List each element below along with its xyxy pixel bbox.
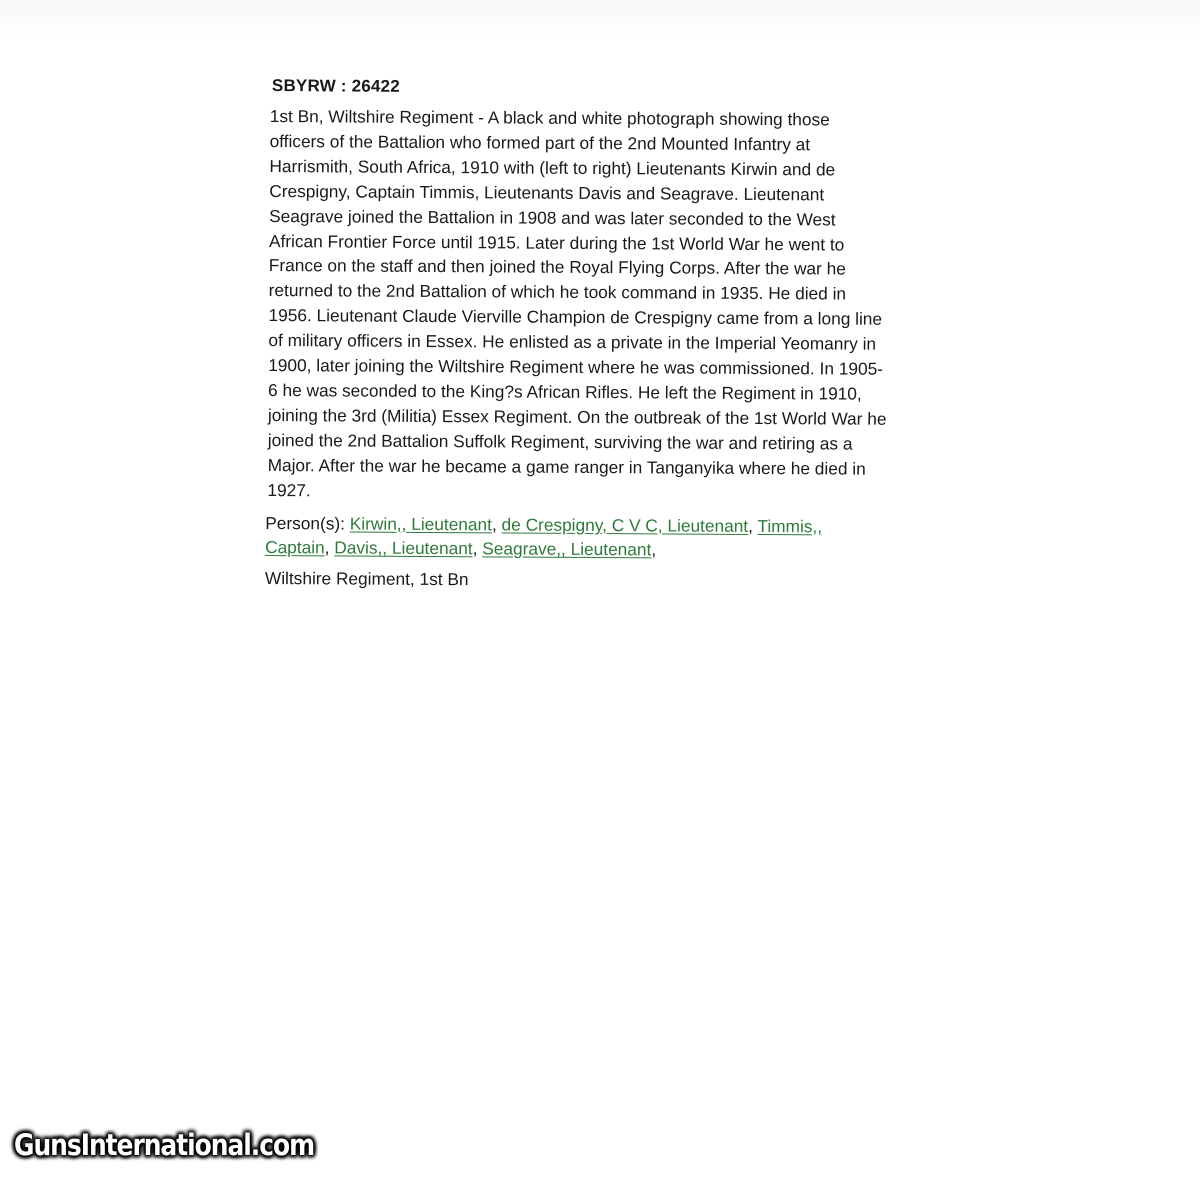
description-line: Crespigny, Captain Timmis, Lieutenants Davis and Seagrave. Lieutenant — [269, 180, 825, 205]
description-line: 1900, later joining the Wiltshire Regiment where he was commissioned. In 1905- — [268, 355, 884, 379]
description-line: 1956. Lieutenant Claude Vierville Champion de Crespigny came from a long line — [268, 305, 883, 330]
description-line: African Frontier Force until 1915. Later during the 1st World War he went to — [268, 230, 845, 255]
description-line: returned to the 2nd Battalion of which he took command in 1935. He died in — [268, 280, 847, 304]
person-link-de-crespigny[interactable]: de Crespigny, C V C, Lieutenant — [501, 513, 749, 536]
description-line: joined the 2nd Battalion Suffolk Regiment, surviving the war and retiring as a — [267, 429, 853, 454]
description-line: 1927. — [267, 479, 311, 500]
description — [267, 104, 977, 507]
description-line: 1st Bn, Wiltshire Regiment - A black and white photograph showing those — [269, 106, 830, 130]
description-line: Harrismith, South Africa, 1910 with (left to right) Lieutenants Kirwin and de — [269, 155, 836, 180]
reference-number: SBYRW : 26422 — [271, 76, 400, 96]
person-link-timmis-rank[interactable]: Captain — [265, 536, 325, 558]
gunsinternational-watermark: GunsInternational.com — [14, 1128, 315, 1162]
archive-record — [265, 76, 978, 594]
persons-line: Person(s): Kirwin,, Lieutenant, de Crespigny, C V C, Lieutenant, Timmis,, — [265, 512, 823, 536]
persons-list — [265, 510, 975, 563]
description-line: Major. After the war he became a game ranger in Tanganyika where he died in — [267, 454, 866, 479]
persons-label: Person(s): — [265, 512, 346, 533]
description-line: 6 he was seconded to the King?s African Rifles. He left the Regiment in 1910, — [268, 379, 862, 404]
description-line: France on the staff and then joined the Royal Flying Corps. After the war he — [268, 255, 846, 279]
person-link-seagrave[interactable]: Seagrave,, Lieutenant — [482, 538, 652, 560]
description-line: joining the 3rd (Militia) Essex Regiment. On the outbreak of the 1st World War he — [267, 404, 887, 429]
description-line: of military officers in Essex. He enlisted as a private in the Imperial Yeomanry in — [268, 330, 877, 354]
person-link-davis[interactable]: Davis,, Lieutenant — [334, 537, 473, 559]
person-link-timmis[interactable]: Timmis,, — [757, 515, 823, 536]
persons-line: Captain, Davis,, Lieutenant, Seagrave,, Lieutenant, — [265, 536, 657, 560]
description-line: officers of the Battalion who formed part of the 2nd Mounted Infantry at — [269, 130, 811, 155]
person-link-kirwin[interactable]: Kirwin,, Lieutenant — [349, 513, 493, 534]
collection-name: Wiltshire Regiment, 1st Bn — [264, 567, 469, 589]
description-line: Seagrave joined the Battalion in 1908 and was later seconded to the West — [269, 205, 836, 230]
